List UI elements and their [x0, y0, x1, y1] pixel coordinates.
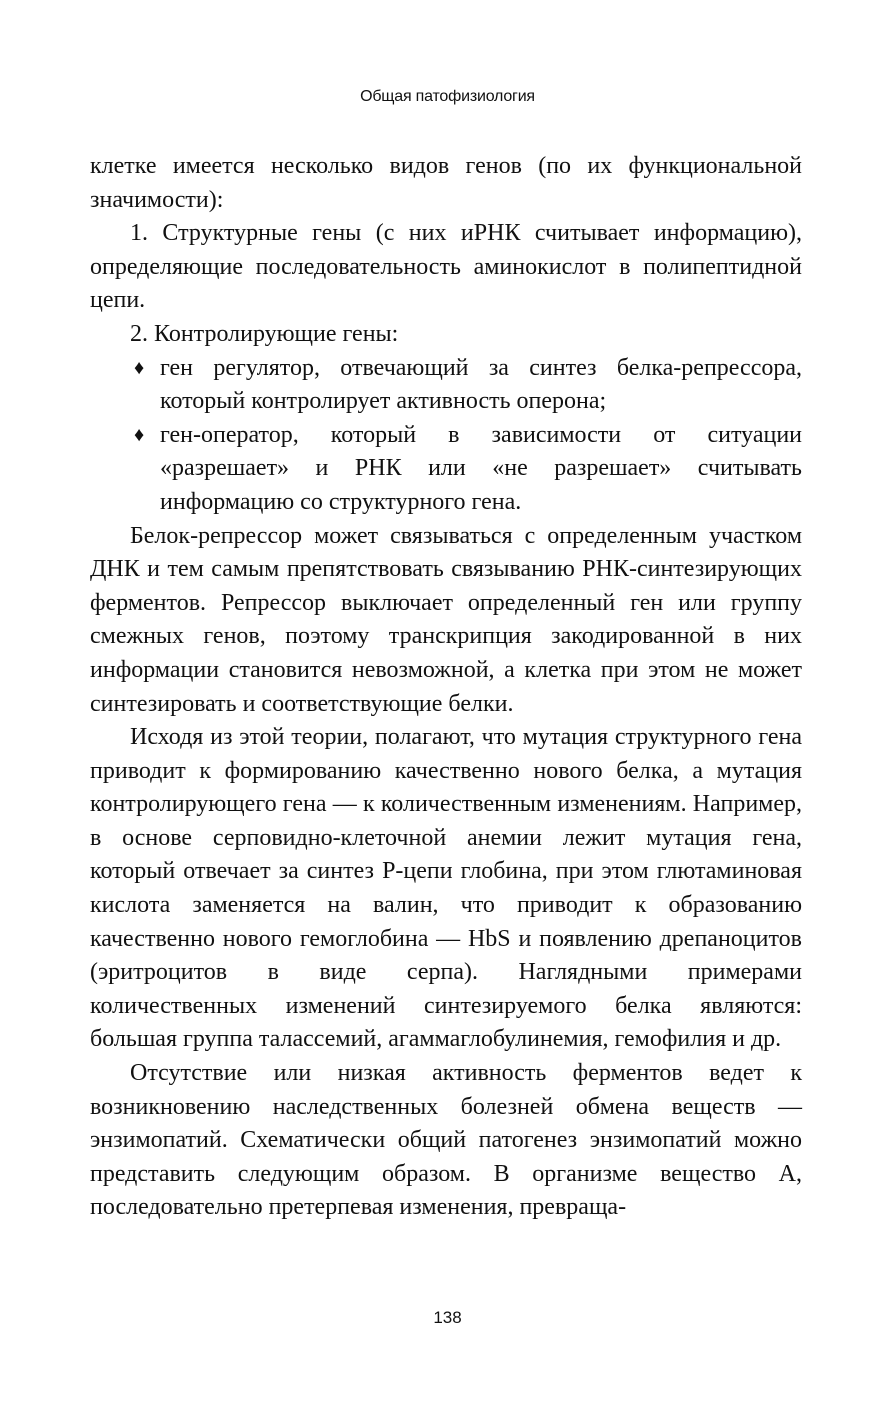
paragraph-control-genes: 2. Контролирующие гены: — [130, 320, 399, 347]
diamond-bullet-icon: ♦ — [134, 356, 145, 379]
paragraph-structural-genes: 1. Структурные гены (с них иРНК считывает информацию), определяющие последовательность аминокислот в полипептидной цепи. — [90, 220, 802, 314]
bullet-text: ген-оператор, который в зависимости от ситуации «разрешает» и РНК или «не разрешает» считывать информацию со структурного гена. — [160, 421, 802, 515]
bullet-item — [90, 419, 802, 520]
page-number: 138 — [433, 1308, 462, 1327]
paragraph-mutation-theory: Исходя из этой теории, полагают, что мутация структурного гена приводит к формированию качественно нового белка, а мутация контролирующего гена — к количественным изменениям. Например, в основе серповидно-клеточной анемии лежит мутация гена, который отвечает за синтез Р-цепи глобина, при этом глютаминовая кислота заменяется на валин, что приводит к образованию качественно нового гемоглобина — HbS и появлению дрепаноцитов (эритроцитов в виде серпа). Наглядными примерами количественных изменений синтезируемого белка являются: большая группа талассемий, агаммаглобулинемия, гемофилия и др. — [90, 724, 802, 1053]
bullet-item — [90, 352, 802, 419]
running-head: Общая патофизиология — [360, 88, 535, 105]
diamond-bullet-icon: ♦ — [134, 423, 145, 446]
paragraph-intro: клетке имеется несколько видов генов (по их функциональной значимости): — [90, 153, 802, 213]
paragraph-enzymopathies: Отсутствие или низкая активность ферментов ведет к возникновению наследственных болезней обмена веществ — энзимопатий. Схематически общий патогенез энзимопатий можно представить следующим образом. В организме вещество А, последовательно претерпевая изменения, превраща- — [90, 1060, 802, 1221]
body-text — [90, 150, 802, 1225]
paragraph-repressor: Белок-репрессор может связываться с определенным участком ДНК и тем самым препятствовать связыванию РНК-синтезирующих ферментов. Репрессор выключает определенный ген или группу смежных генов, поэтому транскрипция закодированной в них информации становится невозможной, а клетка при этом не может синтезировать и соответствующие белки. — [90, 522, 802, 717]
bullet-text: ген регулятор, отвечающий за синтез белка-репрессора, который контролирует активность оперона; — [160, 354, 802, 415]
